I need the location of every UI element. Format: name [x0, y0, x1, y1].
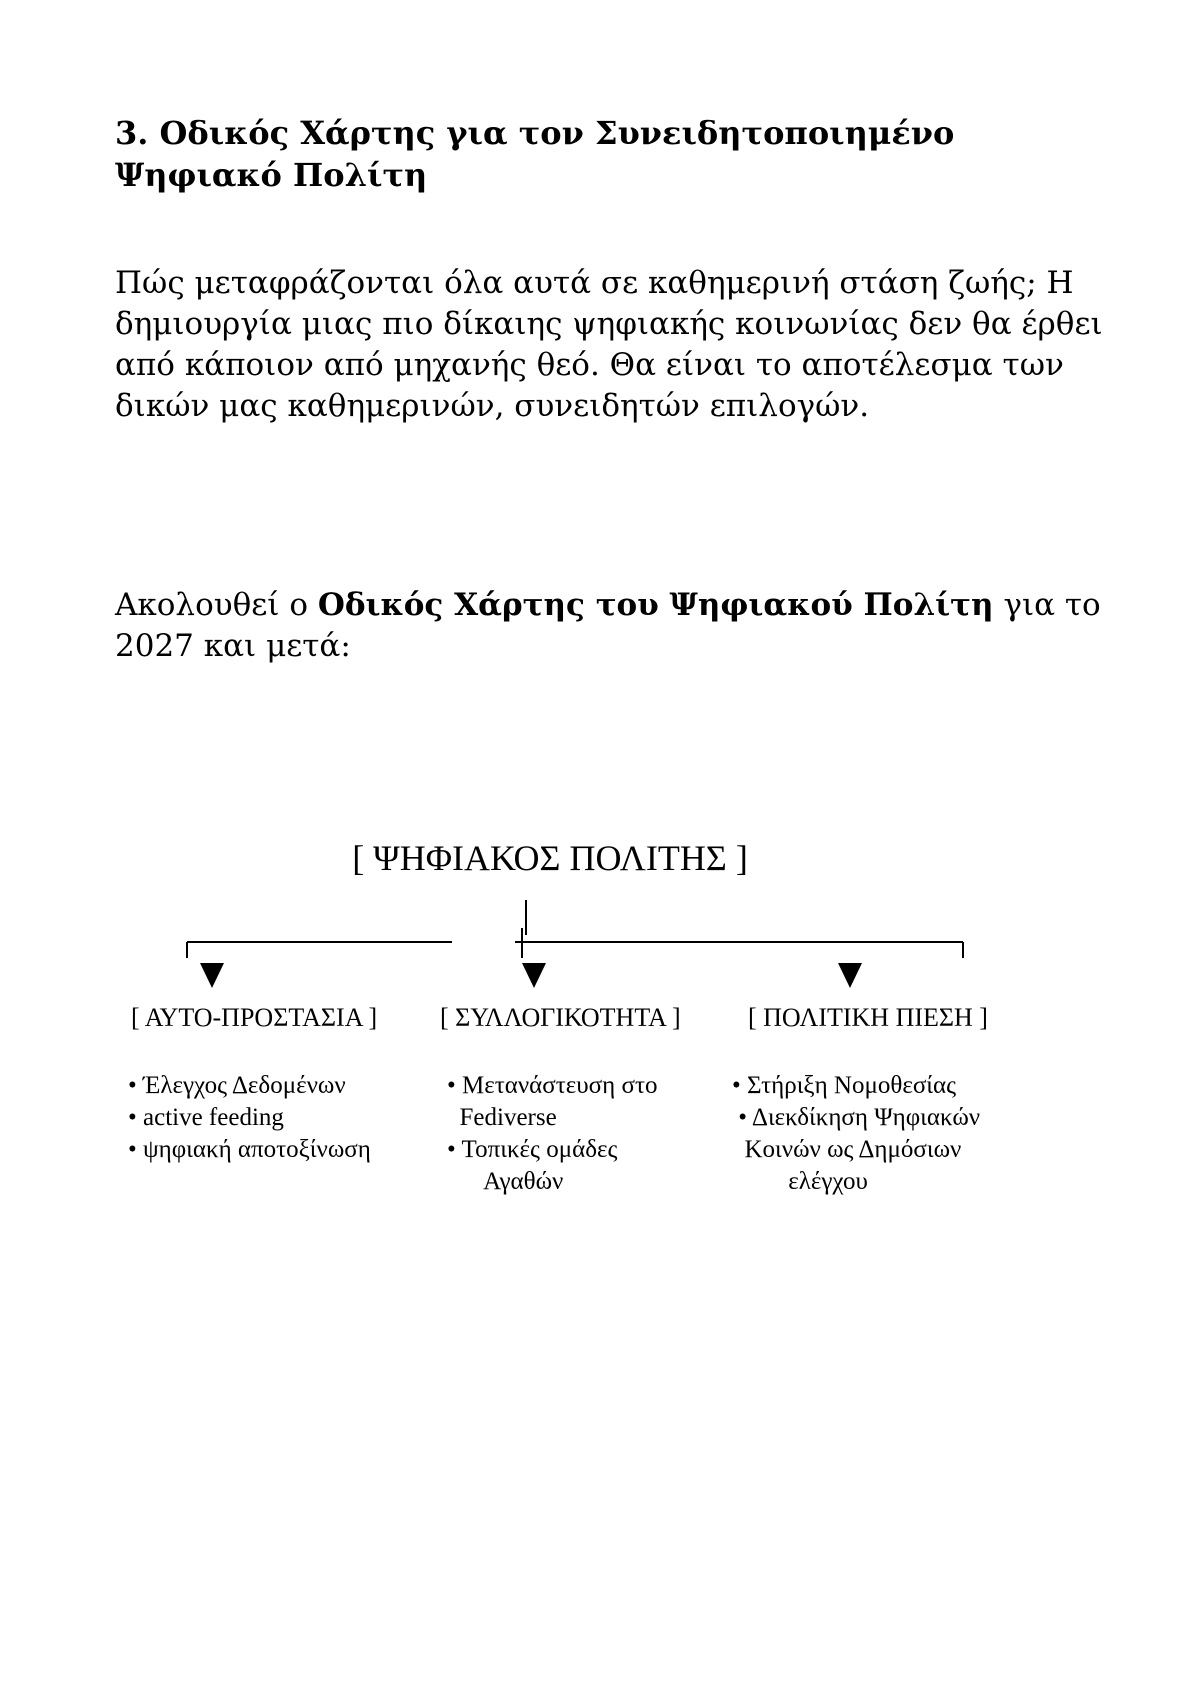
list-item: ελέγχου [732, 1168, 868, 1195]
list-item: • ψηφιακή αποτοξίνωση [128, 1136, 371, 1163]
collectivity-list [447, 1070, 658, 1198]
section-heading [115, 112, 1095, 196]
roadmap-intro-bold: Οδικός Χάρτης του Ψηφιακού Πολίτη [317, 587, 994, 623]
list-item: • Τοπικές ομάδες [447, 1136, 618, 1163]
roadmap-intro-suffix: για το 2027 και μετά: [115, 587, 1101, 664]
arrow-down-icon-center [522, 963, 546, 988]
section-heading-line-1: 3. Οδικός Χάρτης για τον Συνειδητοποιημένο [115, 114, 955, 152]
list-item: • Έλεγχος Δεδομένων [128, 1072, 346, 1099]
self-protection-list [128, 1070, 371, 1166]
list-item: Fediverse [447, 1104, 557, 1131]
roadmap-intro-paragraph [115, 585, 1105, 667]
list-item: • Μετανάστευση στο [447, 1072, 658, 1099]
political-pressure-list [732, 1070, 980, 1198]
arrow-down-icon-left [200, 963, 224, 988]
section-heading-line-2: Ψηφιακό Πολίτη [115, 156, 428, 194]
diagram-connectors [0, 900, 1190, 1000]
list-item: • Στήριξη Νομοθεσίας [732, 1072, 957, 1099]
diagram-root-label: [ ΨΗΦΙΑΚΟΣ ΠΟΛΙΤΗΣ ] [352, 838, 748, 878]
list-item: • active feeding [128, 1104, 284, 1131]
list-item: • Διεκδίκηση Ψηφιακών [732, 1104, 981, 1131]
list-item: Αγαθών [447, 1168, 564, 1195]
branch-title-self-protection: [ ΑΥΤΟ-ΠΡΟΣΤΑΣΙΑ ] [131, 1003, 378, 1032]
branch-title-collectivity: [ ΣΥΛΛΟΓΙΚΟΤΗΤΑ ] [440, 1003, 681, 1032]
roadmap-intro-prefix: Ακολουθεί ο [115, 587, 308, 623]
arrow-down-icon-right [838, 963, 862, 988]
list-item: Κοινών ως Δημόσιων [732, 1136, 962, 1163]
branch-title-political-pressure: [ ΠΟΛΙΤΙΚΗ ΠΙΕΣΗ ] [748, 1003, 988, 1032]
intro-paragraph: Πώς μεταφράζονται όλα αυτά σε καθημερινή στάση ζωής; Η δημιουργία μιας πιο δίκαιης ψηφιακής κοινωνίας δεν θα έρθει από κάποιον από μηχανής θεό. Θα είναι το αποτέλεσμα των δικών μας καθημερινών, συνειδητών επιλογών. [115, 265, 1103, 424]
